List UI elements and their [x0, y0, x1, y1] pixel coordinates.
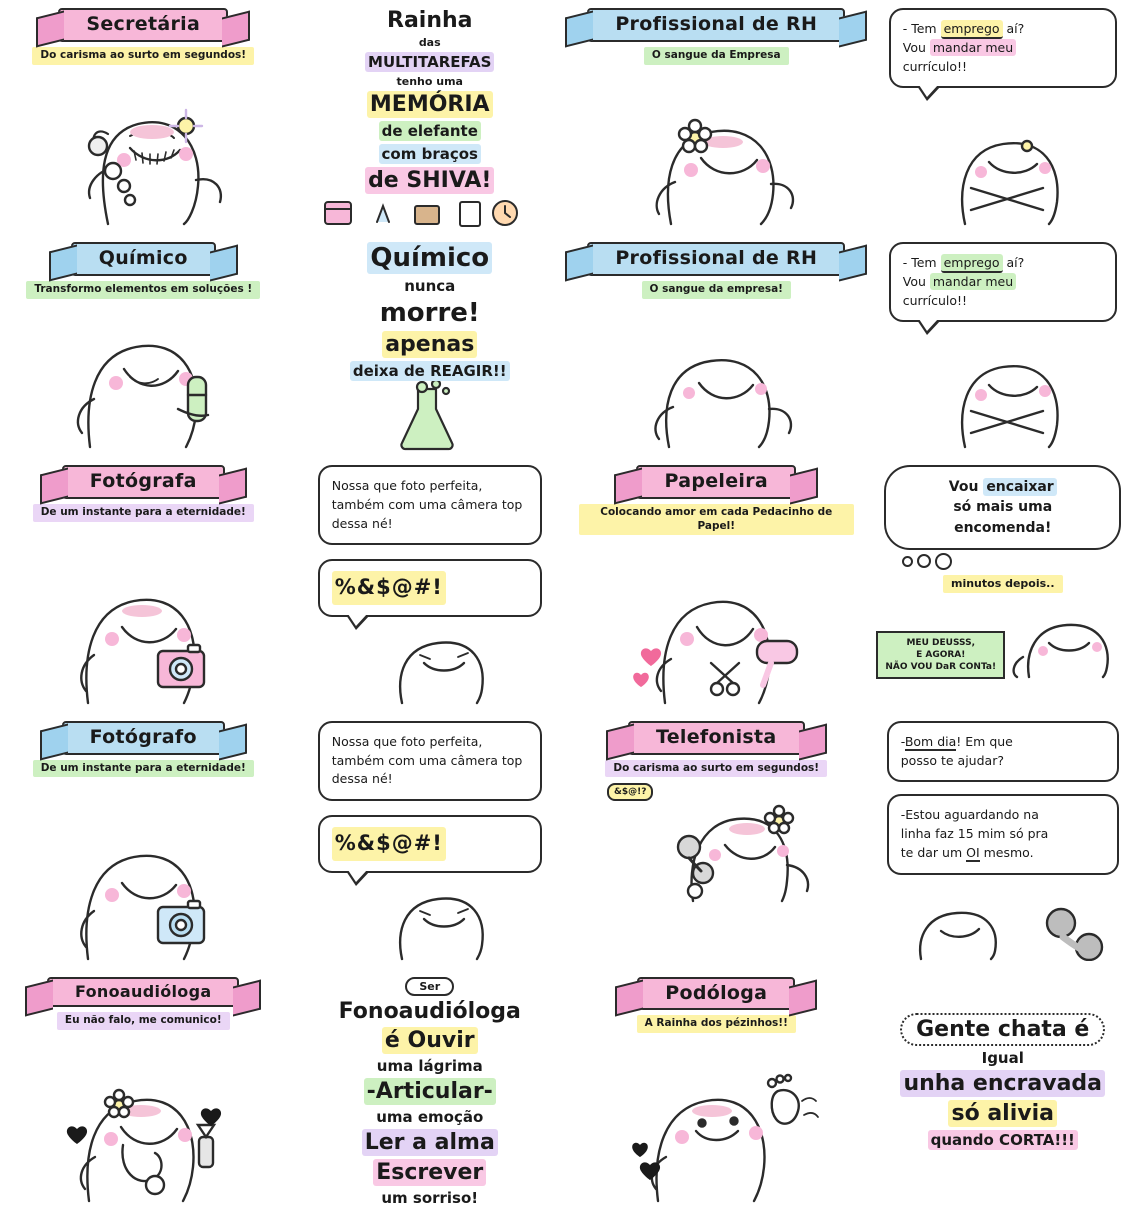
bubble-text: Nossa que foto perfeita, também com uma câmera top dessa né! [332, 478, 523, 531]
character-doodle [350, 617, 510, 709]
poster-line-4: apenas [382, 331, 477, 358]
bubble-line-3 [901, 844, 1105, 863]
bubble-swear-text: %&$@#! [332, 827, 446, 861]
sticker-rainha-multitarefas [287, 0, 574, 234]
ribbon-banner [636, 465, 796, 499]
sticker-vou-encaixar [860, 457, 1146, 713]
ribbon-title: Químico [99, 247, 188, 269]
ribbon-subtitle: Eu não falo, me comunico! [57, 1012, 230, 1030]
poster-line-3: morre! [380, 298, 480, 328]
sticker-quimico-ribbon [0, 234, 287, 457]
poster-line-1: Químico [367, 242, 492, 274]
sticker-profissional-rh-1 [573, 0, 860, 234]
sticker-foto-perfeita-1 [287, 457, 574, 713]
otoscope-icon [198, 1125, 214, 1167]
poster-line-7: com braços [379, 144, 481, 164]
bubble-prefix: Vou [903, 40, 930, 55]
character-doodle [611, 86, 821, 230]
poster-text [350, 242, 510, 381]
icon-row [315, 194, 545, 230]
bubble-line-2: linha faz 15 mim só pra [901, 825, 1105, 844]
speech-bubble-bottom [318, 815, 542, 873]
poster-line-2: das [419, 36, 441, 49]
poster-line-4: uma lágrima [377, 1057, 483, 1075]
flower-icon [105, 1090, 133, 1117]
character-doodle [655, 783, 825, 903]
sticker-gente-chata [860, 969, 1146, 1211]
ribbon-banner [587, 242, 845, 276]
heart-icon [632, 1142, 648, 1156]
bubble-prefix: Vou [903, 274, 930, 289]
bubble-line-2 [903, 273, 1103, 292]
poster-line-5: MEMÓRIA [367, 91, 493, 118]
character-doodle [1009, 599, 1129, 679]
bubble-prefix: te dar um [901, 845, 966, 860]
bubble-line-1 [903, 254, 1103, 273]
poster-line-2: Igual [982, 1049, 1024, 1067]
ribbon-banner [71, 242, 216, 276]
bubble-line-1: -Estou aguardando na [901, 806, 1105, 825]
sticker-ser-fonoaudiologa [287, 969, 574, 1211]
camera-icon [158, 645, 204, 687]
poster-line-5: quando CORTA!!! [928, 1130, 1078, 1150]
character-doodle [38, 76, 248, 230]
sticker-podologa [573, 969, 860, 1211]
sticker-quimico-poster [287, 234, 574, 457]
sticker-bom-dia [860, 713, 1146, 969]
poster-text [365, 8, 494, 194]
thought-line-3: encomenda! [900, 518, 1105, 538]
poster-line-2: nunca [404, 277, 455, 295]
bubble-line-1 [903, 20, 1103, 39]
ribbon-title: Papeleira [664, 470, 768, 492]
thought-line-2: só mais uma [900, 497, 1105, 517]
bubble-suffix: mesmo. [980, 845, 1034, 860]
bubble-swear-text: %&$@#! [332, 571, 446, 605]
ribbon-title: Profissional de RH [615, 247, 817, 269]
heart-icon [201, 1108, 221, 1126]
poster-line-9: um sorriso! [381, 1189, 478, 1207]
poster-text [900, 1013, 1105, 1150]
ribbon-subtitle: De um instante para a eternidade! [33, 504, 254, 522]
character-doodle [903, 329, 1103, 453]
ribbon-subtitle: O sangue da Empresa [644, 47, 789, 65]
ribbon-subtitle: Colocando amor em cada Pedacinho de Papel! [579, 504, 854, 535]
poster-line-7: Ler a alma [362, 1129, 498, 1156]
ribbon-title: Fonoaudióloga [75, 982, 211, 1001]
speech-bubble-bottom [887, 794, 1119, 874]
poster-line-3: unha encravada [900, 1070, 1105, 1097]
scissors-icon [711, 663, 739, 695]
ribbon-subtitle: Transformo elementos em soluções ! [26, 281, 260, 299]
poster-line-5: deixa de REAGIR!! [350, 361, 510, 381]
bubble-line-3: currículo!! [903, 58, 1103, 77]
sticker-papeleira [573, 457, 860, 713]
poster-line-5: -Articular- [364, 1078, 496, 1105]
thought-dots [902, 553, 952, 570]
flower-icon [765, 806, 793, 833]
ribbon-title: Profissional de RH [615, 13, 817, 35]
sticker-fonoaudiologa [0, 969, 287, 1211]
caption-minutos-depois: minutos depois.. [943, 575, 1063, 593]
thought-bubble [884, 465, 1121, 550]
ribbon-banner [62, 465, 225, 499]
ribbon-subtitle: Do carisma ao surto em segundos! [605, 760, 827, 778]
bubble-line-2 [903, 39, 1103, 58]
sticker-tem-emprego-2 [860, 234, 1146, 457]
bubble-prefix: - [901, 734, 905, 749]
poster-line-4: tenho uma [397, 75, 463, 88]
ribbon-title: Fotógrafo [90, 726, 197, 748]
bubble-highlight: emprego [941, 20, 1003, 39]
hair-dryer-icon [757, 641, 797, 685]
panic-line-1: MEU DEUSSS, [885, 637, 996, 649]
bubble-line-2: posso te ajudar? [901, 752, 1105, 771]
bubble-suffix: aí? [1003, 255, 1025, 270]
poster-line-6: uma emoção [376, 1108, 483, 1126]
character-doodle [38, 811, 248, 965]
calendar-icon [325, 202, 351, 224]
ribbon-banner [587, 8, 845, 42]
panic-line-2: E AGORA! [885, 649, 996, 661]
character-doodle [893, 885, 1113, 965]
sticker-secretaria [0, 0, 287, 234]
sticker-telefonista [573, 713, 860, 969]
telephone-handset-icon [1047, 909, 1102, 960]
character-doodle [33, 1053, 253, 1207]
poster-line-8: Escrever [373, 1159, 486, 1186]
poster-line-1: Rainha [387, 8, 473, 33]
bubble-highlight: emprego [941, 254, 1003, 273]
poster-line-1: Gente chata é [900, 1013, 1105, 1046]
poster-line-4: só alivia [948, 1100, 1057, 1127]
bubble-suffix: aí? [1003, 21, 1025, 36]
thought-highlight: encaixar [983, 478, 1056, 496]
poster-line-3: é Ouvir [382, 1027, 478, 1054]
bubble-prefix: - Tem [903, 255, 941, 270]
ribbon-title: Telefonista [656, 726, 777, 748]
sticker-tem-emprego-1 [860, 0, 1146, 234]
bubble-highlight: OI [966, 845, 980, 862]
speech-bubble-bottom [318, 559, 542, 617]
poster-line-2: Fonoaudióloga [339, 999, 521, 1024]
bubble-line-3: currículo!! [903, 292, 1103, 311]
speech-bubble-top [318, 721, 542, 801]
ribbon-banner [637, 977, 795, 1011]
sticker-foto-perfeita-2 [287, 713, 574, 969]
heart-icon [633, 672, 649, 686]
thought-line-1 [900, 477, 1105, 497]
sticker-fotografa [0, 457, 287, 713]
character-doodle [350, 873, 510, 965]
small-swear-bubble: &$@!? [607, 783, 653, 801]
speech-bubble [889, 8, 1117, 88]
ribbon-title: Fotógrafa [90, 470, 197, 492]
foot-icon [768, 1075, 799, 1124]
character-doodle [611, 555, 821, 709]
ribbon-subtitle: A Rainha dos pézinhos!! [637, 1015, 796, 1033]
camera-icon [158, 901, 204, 943]
stethoscope-icon [123, 1145, 165, 1194]
heart-icon [67, 1126, 87, 1144]
bubble-suffix: ! Em que [956, 734, 1013, 749]
poster-line-1: Ser [405, 977, 454, 996]
speech-bubble [889, 242, 1117, 322]
bubble-prefix: - Tem [903, 21, 941, 36]
character-doodle [611, 319, 821, 453]
ribbon-title: Podóloga [665, 982, 767, 1004]
panic-bubble [876, 631, 1005, 679]
ribbon-banner [62, 721, 225, 755]
sticker-fotografo [0, 713, 287, 969]
ribbon-subtitle: De um instante para a eternidade! [33, 760, 254, 778]
character-doodle [903, 106, 1103, 230]
pen-icon [377, 206, 389, 222]
flower-icon [679, 120, 711, 152]
bubble-highlight: mandar meu [930, 39, 1016, 56]
telephone-icon [678, 836, 713, 898]
bubble-text: Nossa que foto perfeita, também com uma câmera top dessa né! [332, 734, 523, 787]
speech-bubble-top [318, 465, 542, 545]
ribbon-banner [58, 8, 228, 42]
character-doodle [38, 555, 248, 709]
poster-line-3: MULTITAREFAS [365, 52, 494, 72]
heart-icon [641, 648, 661, 666]
ribbon-subtitle: O sangue da empresa! [642, 281, 791, 299]
ribbon-title: Secretária [86, 13, 200, 35]
panic-line-3: NÃO VOU DaR CONTa! [885, 661, 996, 673]
poster-line-8: de SHIVA! [365, 167, 494, 194]
bubble-line-1 [901, 733, 1105, 752]
character-doodle [606, 1053, 826, 1207]
briefcase-icon [415, 206, 439, 224]
poster-text [339, 977, 521, 1207]
bubble-highlight: Bom dia [905, 734, 956, 751]
speech-bubble-top [887, 721, 1119, 783]
poster-line-6: de elefante [379, 121, 481, 141]
ribbon-subtitle: Do carisma ao surto em segundos! [32, 47, 254, 65]
ribbon-banner [628, 721, 805, 755]
erlenmeyer-flask-icon [370, 381, 490, 453]
ribbon-banner [47, 977, 239, 1008]
sticker-profissional-rh-2 [573, 234, 860, 457]
document-icon [460, 202, 480, 226]
character-doodle [38, 299, 248, 453]
thought-prefix: Vou [949, 479, 984, 495]
bubble-highlight: mandar meu [930, 273, 1016, 290]
